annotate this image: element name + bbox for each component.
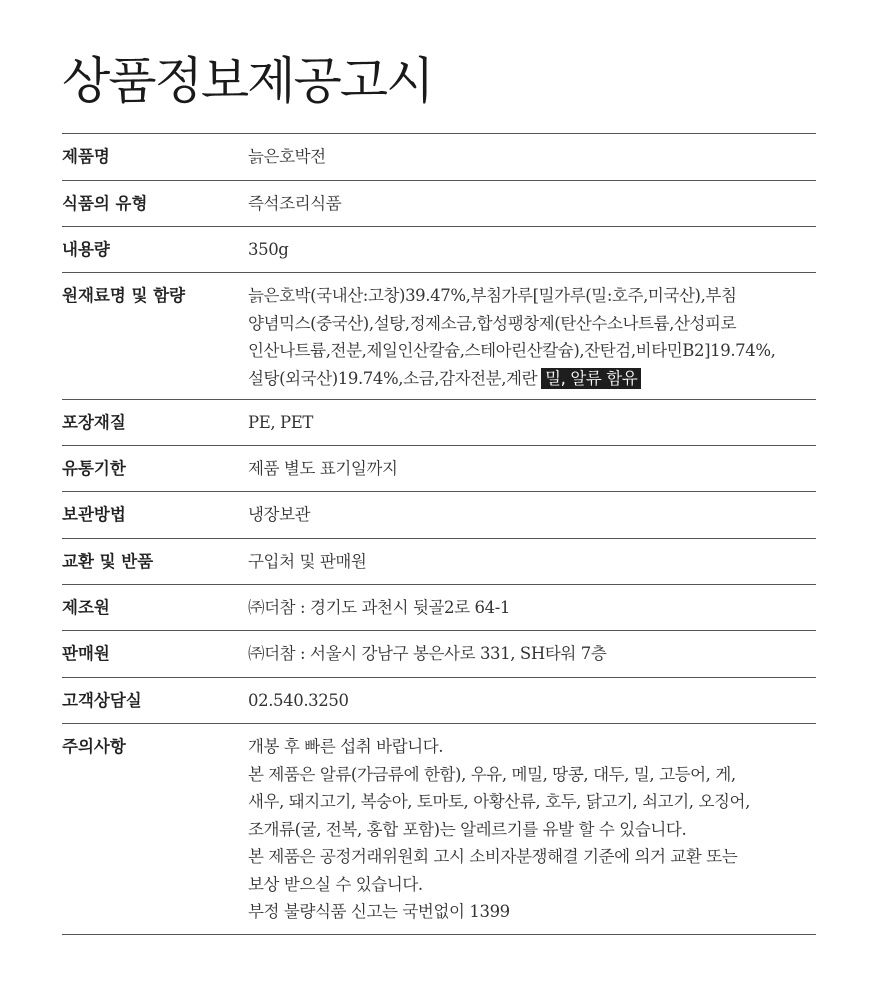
table-row-content-amount: [62, 227, 816, 273]
table-row-exchange-return: [62, 539, 816, 585]
row-value: [248, 409, 816, 437]
table-row-packaging: [62, 400, 816, 446]
table-row-storage: [62, 492, 816, 539]
row-value: [248, 501, 816, 529]
row-label: 고객상담실: [62, 691, 142, 710]
value-line: ㈜더참 : 경기도 과천시 뒷골2로 64-1: [248, 598, 510, 617]
value-line: 냉장보관: [248, 505, 311, 524]
row-label: 포장재질: [62, 413, 126, 432]
row-label: 판매원: [62, 644, 110, 663]
row-label: 내용량: [62, 240, 110, 259]
value-line: 보상 받으실 수 있습니다.: [248, 874, 423, 894]
value-line: 조개류(굴, 전복, 홍합 포함)는 알레르기를 유발 할 수 있습니다.: [248, 819, 687, 839]
row-label: 제품명: [62, 147, 110, 166]
value-line: 부정 불량식품 신고는 국번없이 1399: [248, 902, 510, 921]
row-label: 유통기한: [62, 459, 126, 478]
value-line: 새우, 돼지고기, 복숭아, 토마토, 아황산류, 호두, 닭고기, 쇠고기, 오징어,: [248, 792, 750, 811]
value-line: 제품 별도 표기일까지: [248, 459, 398, 478]
row-label: 제조원: [62, 598, 110, 617]
row-value: [248, 455, 816, 483]
row-value: [248, 687, 816, 715]
value-line: 본 제품은 공정거래위원회 고시 소비자분쟁해결 기준에 의거 교환 또는: [248, 847, 738, 866]
row-label: 원재료명 및 함량: [62, 286, 186, 305]
table-row-food-type: [62, 181, 816, 227]
value-line: 즉석조리식품: [248, 194, 342, 213]
table-row-manufacturer: [62, 585, 816, 631]
row-value: [248, 190, 816, 218]
value-line: 늙은호박(국내산:고창)39.47%,부침가루[밀가루(밀:호주,미국산),부침: [248, 286, 737, 305]
value-line: 늙은호박전: [248, 147, 326, 166]
value-line: PE, PET: [248, 413, 313, 432]
page-title: 상품정보제공고시: [62, 52, 433, 110]
row-label: 식품의 유형: [62, 194, 148, 213]
value-line: 개봉 후 빠른 섭취 바랍니다.: [248, 737, 444, 756]
table-row-product-name: [62, 134, 816, 181]
table-row-cautions: [62, 724, 816, 935]
value-line: [248, 365, 816, 393]
product-info-table: [62, 133, 816, 935]
value-line: 양념믹스(중국산),설탕,정제소금,합성팽창제(탄산수소나트륨,산성피로: [248, 313, 737, 333]
table-row-ingredients: [62, 273, 816, 400]
row-value: [248, 143, 816, 171]
table-row-customer-service: [62, 678, 816, 724]
table-row-expiration: [62, 446, 816, 492]
row-value: [248, 733, 816, 926]
value-line: 본 제품은 알류(가금류에 한함), 우유, 메밀, 땅콩, 대두, 밀, 고등어, 게,: [248, 764, 736, 784]
row-value: [248, 548, 816, 576]
value-line: 인산나트륨,전분,제일인산칼슘,스테아린산칼슘),잔탄검,비타민B2]19.74%,: [248, 341, 776, 360]
row-value: [248, 594, 816, 622]
row-value: [248, 640, 816, 668]
value-line: 구입처 및 판매원: [248, 552, 367, 571]
row-label: 주의사항: [62, 737, 126, 756]
row-value: [248, 236, 816, 264]
value-line-text: 설탕(외국산)19.74%,소금,감자전분,계란: [248, 368, 538, 388]
row-label: 교환 및 반품: [62, 552, 154, 571]
value-line: 350g: [248, 240, 289, 259]
row-label: 보관방법: [62, 505, 126, 524]
allergen-highlight: 밀, 알류 함유: [541, 368, 641, 389]
value-line: ㈜더참 : 서울시 강남구 봉은사로 331, SH타워 7층: [248, 644, 607, 663]
row-value: [248, 282, 816, 392]
value-line: 02.540.3250: [248, 691, 349, 710]
table-row-seller: [62, 631, 816, 678]
